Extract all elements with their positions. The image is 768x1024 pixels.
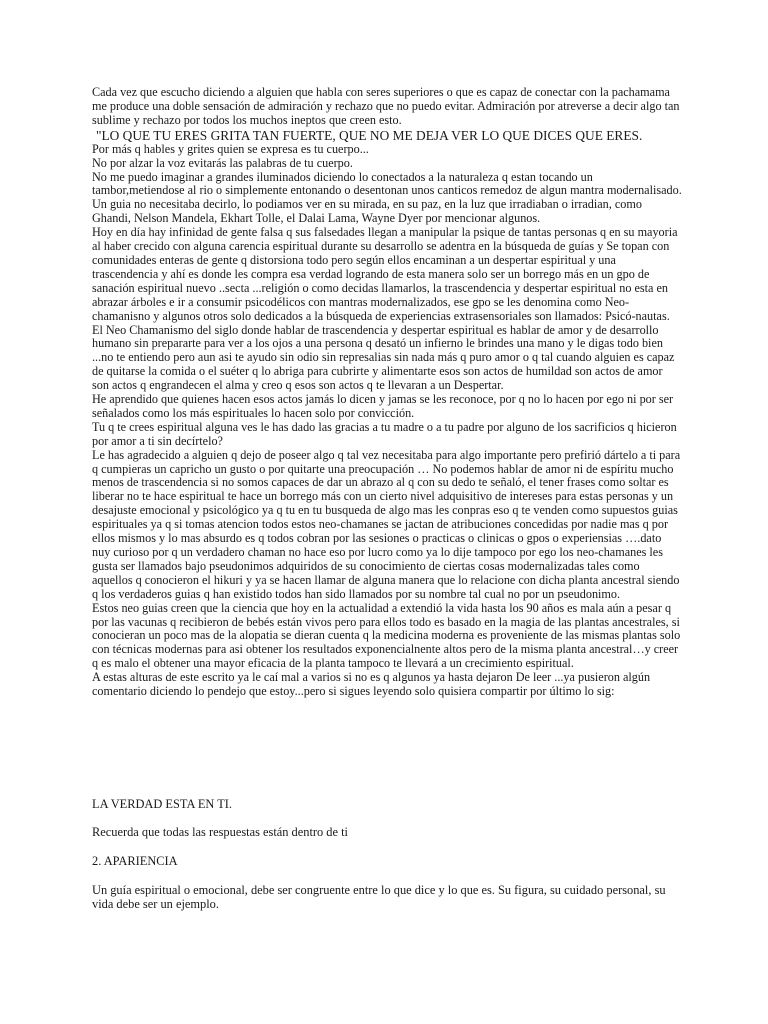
- section-subtext: Un guía espiritual o emocional, debe ser congruente entre lo que dice y lo que es. Su figura, su cuidado personal, su vida debe ser un ejemplo.: [92, 883, 666, 911]
- paragraph-body: Tu q te crees espiritual alguna ves le has dado las gracias a tu madre o a tu padre por alguno de los sacrificios q hicieron por amor a ti sin decírtelo?: [92, 419, 677, 448]
- paragraph-body: Hoy en día hay infinidad de gente falsa q sus falsedades llegan a manipular la psique de tantas personas q en su mayoria al haber crecido con alguna carencia espiritual durante su desarrollo se adentra en la búsqueda de guías y Se topan con comunidades enteras de gente q distorsiona todo pero según ellos encaminan a un despertar espiritual y una trascendencia y ahí es donde les compra esa verdad logrando de esta manera solo ser un borrego más en un gpo de sanación espiritual nuevo ..secta ...religión o como decidas llamarlos, la trascendencia y despertar espiritual no esta en abrazar árboles e ir a consumir psicodélicos con mantras modernalizados, ese gpo se les denomina como Neo-chamanisno y algunos otros solo dedicados a la búsqueda de experiencias extrasensoriales son llamados: Psicó-nautas.: [92, 225, 678, 323]
- section-heading: 2. APARIENCIA: [92, 854, 178, 868]
- paragraph-body: Un guia no necesitaba decirlo, lo podiamos ver en su mirada, en su paz, en la luz que irradiaban o irradian, como Ghandi, Nelson Mandela, Ekhart Tolle, el Dalai Lama, Wayne Dyer por mencionar algunos.: [92, 197, 642, 226]
- paragraph-body: No por alzar la voz evitarás las palabras de tu cuerpo.: [92, 155, 353, 170]
- paragraph-quote: "LO QUE TU ERES GRITA TAN FUERTE, QUE NO ME DEJA VER LO QUE DICES QUE ERES.: [96, 127, 643, 143]
- paragraph-intro: Cada vez que escucho diciendo a alguien que habla con seres superiores o que es capaz de conectar con la pachamama me produce una doble sensación de admiración y rechazo que no puedo evitar. Admiración por atreverse a decir algo tan sublime y rechazo por todos los muchos ineptos que creen esto.: [92, 85, 680, 127]
- paragraph-body: Por más q hables y grites quien se expresa es tu cuerpo...: [92, 141, 369, 156]
- paragraph-body: No me puedo imaginar a grandes iluminados diciendo lo conectados a la naturaleza q estan tocando un tambor,metiendose al rio o simplemente entonando o desentonan unos canticos remedoz de algun mantra modernalisado.: [92, 169, 682, 198]
- paragraph-body: He aprendido que quienes hacen esos actos jamás lo dicen y jamas se les reconoce, por q no lo hacen por ego ni por ser señalados como los más espirituales lo hacen solo por convicción.: [92, 392, 674, 420]
- paragraph-body: El Neo Chamanismo del siglo donde hablar de trascendencia y despertar espiritual es hablar de amor y de desarrollo humano sin prepararte para ver a los ojos a una persona q desató un infierno le brindes una mano y le digas todo bien ...no te entiendo pero aun asi te ayudo sin odio sin represalias sin nada más q puro amor o q tal cuando alguien es capaz de quitarse la comida o el suéter q lo abriga para cubrirte y alimentarte esos son actos de humildad son actos de amor son actos q engrandecen el alma y creo q esos son actos q te llevaran a un Despertar.: [92, 322, 675, 393]
- section-subtext: Recuerda que todas las respuestas están dentro de ti: [92, 825, 348, 839]
- document-body: [92, 86, 682, 699]
- section-heading: LA VERDAD ESTA EN TI.: [92, 797, 233, 811]
- paragraph-body: Estos neo guias creen que la ciencia que hoy en la actualidad a extendió la vida hasta los 90 años es mala aún a pesar q por las vacunas q recibieron de bebés están vivos pero para ellos todo es basado en la magia de las plantas ancestrales, si conocieran un poco mas de la alopatia se dieran cuenta q la medicina moderna es proveniente de las mismas plantas solo con técnicas modernas para asi obtener los resultados exponencialnente altos pero de la misma planta ancestral…y creer q es malo el obtener una mayor eficacia de la planta tampoco te llevará a un crecimiento espiritual.: [92, 600, 681, 671]
- paragraph-body: Le has agradecido a alguien q dejo de poseer algo q tal vez necesitaba para algo importante pero prefirió dártelo a ti para q cumpieras un capricho un gusto o por quitarte una preocupación … No podemos hablar de amor ni de espíritu mucho menos de trascendencia si no somos capaces de dar un abrazo al q con su dedo te señaló, el tener frases como soltar es liberar no te hace espiritual te hace un borrego más con un cierto nivel adquisitivo de intereses para estas personas y un desajuste emocional y psicológico ya q tu en tu busqueda de algo mas les conpras eso q te venden como supuestos guias espirituales ya q si tomas atencion todos estos neo-chamanes se jactan de atribuciones concedidas por nadie mas q por ellos mismos y lo mas absurdo es q todos cobran por las sesiones o practicas o clinicas o gpos o experiensias ….dato nuy curioso por q un verdadero chaman no hace eso por lucro como ya lo dije tampoco por ego los neo-chamanes les gusta ser llamados bajo pseudonimos adquiridos de su conocimiento de ciertas cosas modernalizadas tales como aquellos q conocieron el hikuri y ya se hacen llamar de alguna manera que lo relacione con dicha planta ancestral siendo q los verdaderos guias q han existido todos han sido llamados por su nombre tal cual no por un pseudonimo.: [92, 447, 681, 601]
- paragraph-body: A estas alturas de este escrito ya le caí mal a varios si no es q algunos ya hasta dejaron De leer ...ya pusieron algún comentario diciendo lo pendejo que estoy...pero si sigues leyendo solo quisiera compartir por último lo sig:: [92, 670, 651, 699]
